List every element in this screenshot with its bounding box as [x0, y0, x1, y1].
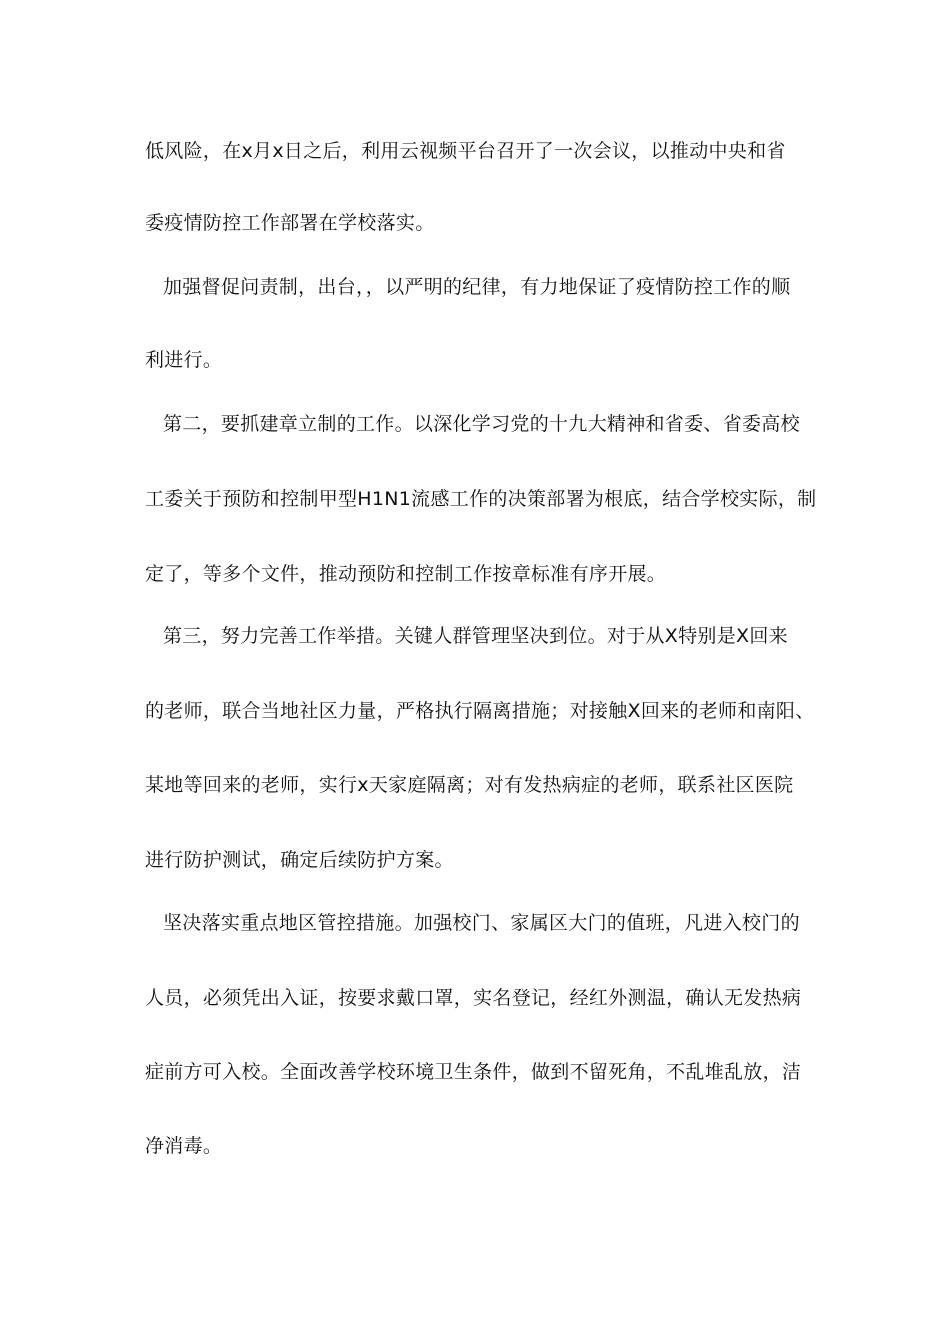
text-line: 进行防护测试，确定后续防护方案。 — [145, 849, 454, 871]
text-line: 症前方可入校。全面改善学校环境卫生条件，做到不留死角，不乱堆乱放，洁 — [145, 1061, 802, 1083]
text-line: 利进行。 — [145, 349, 223, 371]
paragraph-start-line: 第二，要抓建章立制的工作。以深化学习党的十九大精神和省委、省委高校 — [163, 413, 800, 435]
text-line: 低风险，在x月x日之后，利用云视频平台召开了一次会议，以推动中央和省 — [145, 140, 786, 162]
paragraph-start-line: 第三，努力完善工作举措。关键人群管理坚决到位。对于从X特别是X回来 — [163, 625, 788, 647]
text-line: 定了，等多个文件，推动预防和控制工作按章标准有序开展。 — [145, 563, 667, 585]
paragraph-start-line: 坚决落实重点地区管控措施。加强校门、家属区大门的值班，凡进入校门的 — [163, 912, 800, 934]
text-line: 人员，必须凭出入证，按要求戴口罩，实名登记，经红外测温，确认无发热病 — [145, 987, 802, 1009]
text-line: 某地等回来的老师，实行x天家庭隔离；对有发热病症的老师，联系社区医院 — [145, 774, 794, 796]
paragraph-start-line: 加强督促问责制，出台，，以严明的纪律，有力地保证了疫情防控工作的顺 — [163, 276, 791, 298]
text-line: 委疫情防控工作部署在学校落实。 — [145, 212, 435, 234]
text-line: 的老师，联合当地社区力量，严格执行隔离措施；对接触X回来的老师和南阳、 — [145, 700, 815, 722]
text-line: 工委关于预防和控制甲型H1N1流感工作的决策部署为根底，结合学校实际，制 — [145, 488, 817, 510]
text-line: 净消毒。 — [145, 1135, 223, 1157]
